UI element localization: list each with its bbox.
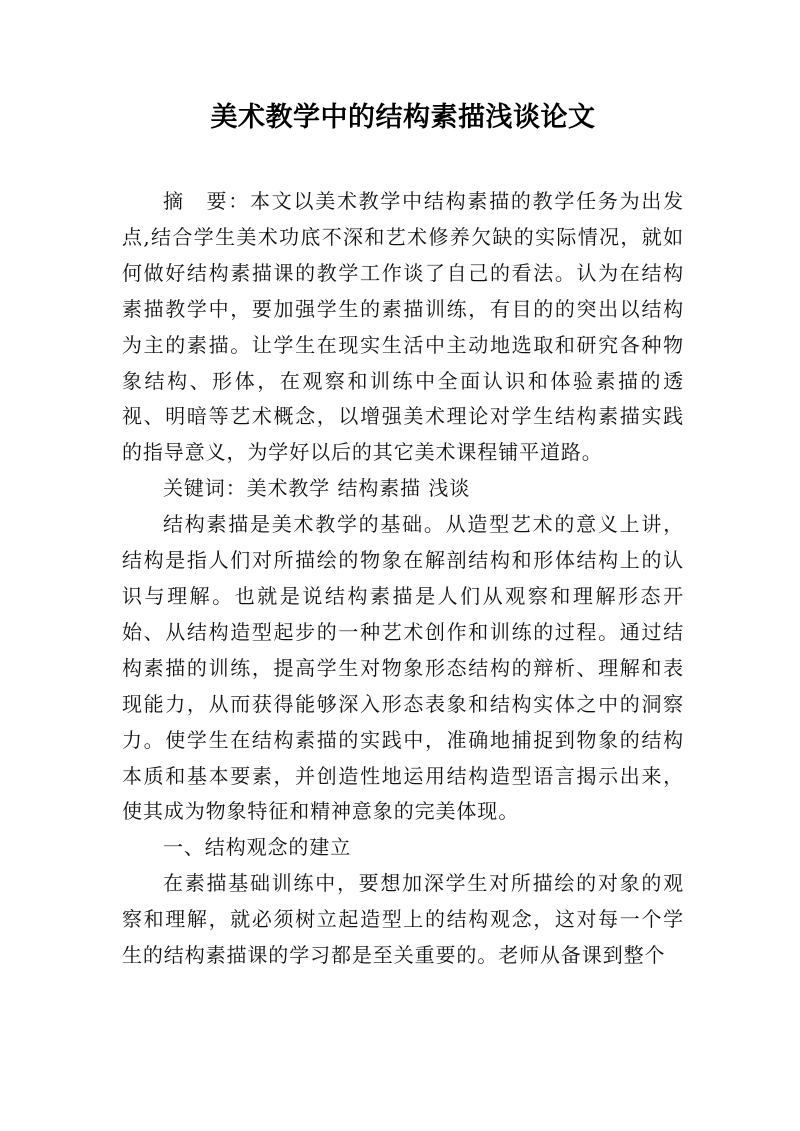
body-paragraph: 结构素描是美术教学的基础。从造型艺术的意义上讲，结构是指人们对所描绘的物象在解剖结构和形体结构上的认识与理解。也就是说结构素描是人们从观察和理解形态开始、从结构造型起步的一种艺术创作和训练的过程。通过结构素描的训练，提高学生对物象形态结构的辩析、理解和表现能力，从而获得能够深入形态表象和结构实体之中的洞察力。使学生在结构素描的实践中，准确地捕捉到物象的结构本质和基本要素，并创造性地运用结构造型语言揭示出来，使其成为物象特征和精神意象的完美体现。 — [122, 512, 684, 824]
document-title: 美术教学中的结构素描浅谈论文 — [210, 102, 596, 133]
section-heading: 一、结构观念的建立 — [163, 835, 352, 860]
keywords-line: 关键词：美术教学 结构素描 浅谈 — [163, 476, 471, 501]
document-body — [122, 184, 684, 974]
body-paragraph: 在素描基础训练中，要想加深学生对所描绘的对象的观察和理解，就必须树立起造型上的结构观念，这对每一个学生的结构素描课的学习都是至关重要的。老师从备课到整个 — [122, 871, 684, 968]
abstract-paragraph: 摘 要：本文以美术教学中结构素描的教学任务为出发点,结合学生美术功底不深和艺术修养欠缺的实际情况，就如何做好结构素描课的教学工作谈了自己的看法。认为在结构素描教学中，要加强学生的素描训练，有目的的突出以结构为主的素描。让学生在现实生活中主动地选取和研究各种物象结构、形体，在观察和训练中全面认识和体验素描的透视、明暗等艺术概念，以增强美术理论对学生结构素描实践的指导意义，为学好以后的其它美术课程铺平道路。 — [122, 189, 684, 465]
